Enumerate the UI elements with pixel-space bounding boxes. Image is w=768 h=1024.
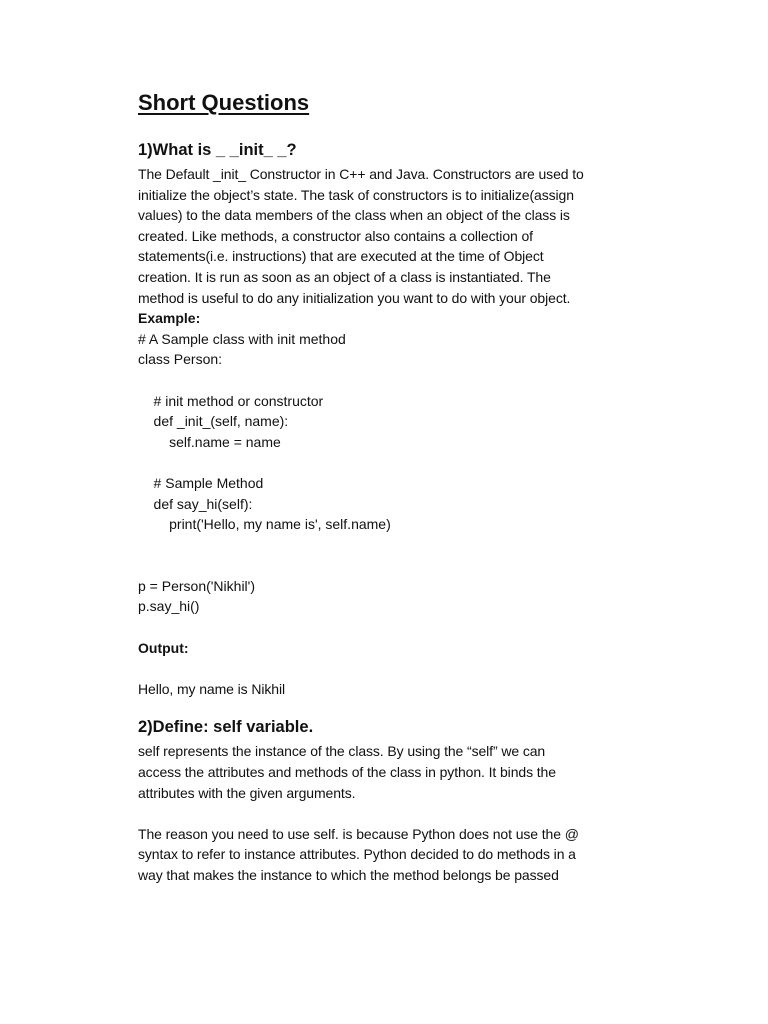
answer-line: self represents the instance of the class. By using the “self” we can — [138, 743, 546, 760]
answer-line: creation. It is run as soon as an object of a class is instantiated. The — [138, 268, 551, 285]
code-line: p.say_hi() — [138, 598, 200, 615]
code-line: print('Hello, my name is', self.name) — [138, 516, 391, 533]
answer-line: The Default _init_ Constructor in C++ and Java. Constructors are used to — [138, 166, 584, 182]
answer-line: The reason you need to use self. is because Python does not use the @ — [138, 825, 579, 842]
output-text: Hello, my name is Nikhil — [138, 680, 285, 697]
code-line: # init method or constructor — [138, 392, 324, 409]
code-line: # Sample Method — [138, 474, 264, 491]
answer-line: method is useful to do any initialization you want to do with your object. — [138, 289, 571, 306]
code-example — [138, 329, 638, 617]
answer-line: statements(i.e. instructions) that are executed at the time of Object — [138, 248, 544, 265]
answer-line: initialize the object’s state. The task of constructors is to initialize(assign — [138, 186, 574, 203]
code-line: class Person: — [138, 351, 223, 368]
example-label: Example: — [138, 310, 201, 327]
answer-line: way that makes the instance to which the method belongs be passed — [138, 867, 559, 883]
answer-line: attributes with the given arguments. — [138, 784, 356, 801]
code-line: # A Sample class with init method — [138, 330, 346, 347]
document-page — [138, 88, 638, 886]
code-line: p = Person('Nikhil') — [138, 577, 255, 594]
code-line: def _init_(self, name): — [138, 413, 289, 430]
code-line: self.name = name — [138, 433, 281, 450]
question-2-title: 2)Define: self variable. — [138, 718, 314, 737]
question-2-answer — [138, 741, 638, 885]
answer-line: created. Like methods, a constructor also contains a collection of — [138, 227, 533, 244]
code-line: def say_hi(self): — [138, 495, 253, 512]
answer-line: syntax to refer to instance attributes. Python decided to do methods in a — [138, 846, 576, 863]
question-1-answer — [138, 164, 638, 308]
answer-line: values) to the data members of the class when an object of the class is — [138, 207, 570, 224]
output-label: Output: — [138, 639, 189, 656]
answer-line: access the attributes and methods of the class in python. It binds the — [138, 764, 556, 781]
question-1-title: 1)What is _ _init_ _? — [138, 141, 297, 159]
page-title: Short Questions — [138, 90, 310, 115]
